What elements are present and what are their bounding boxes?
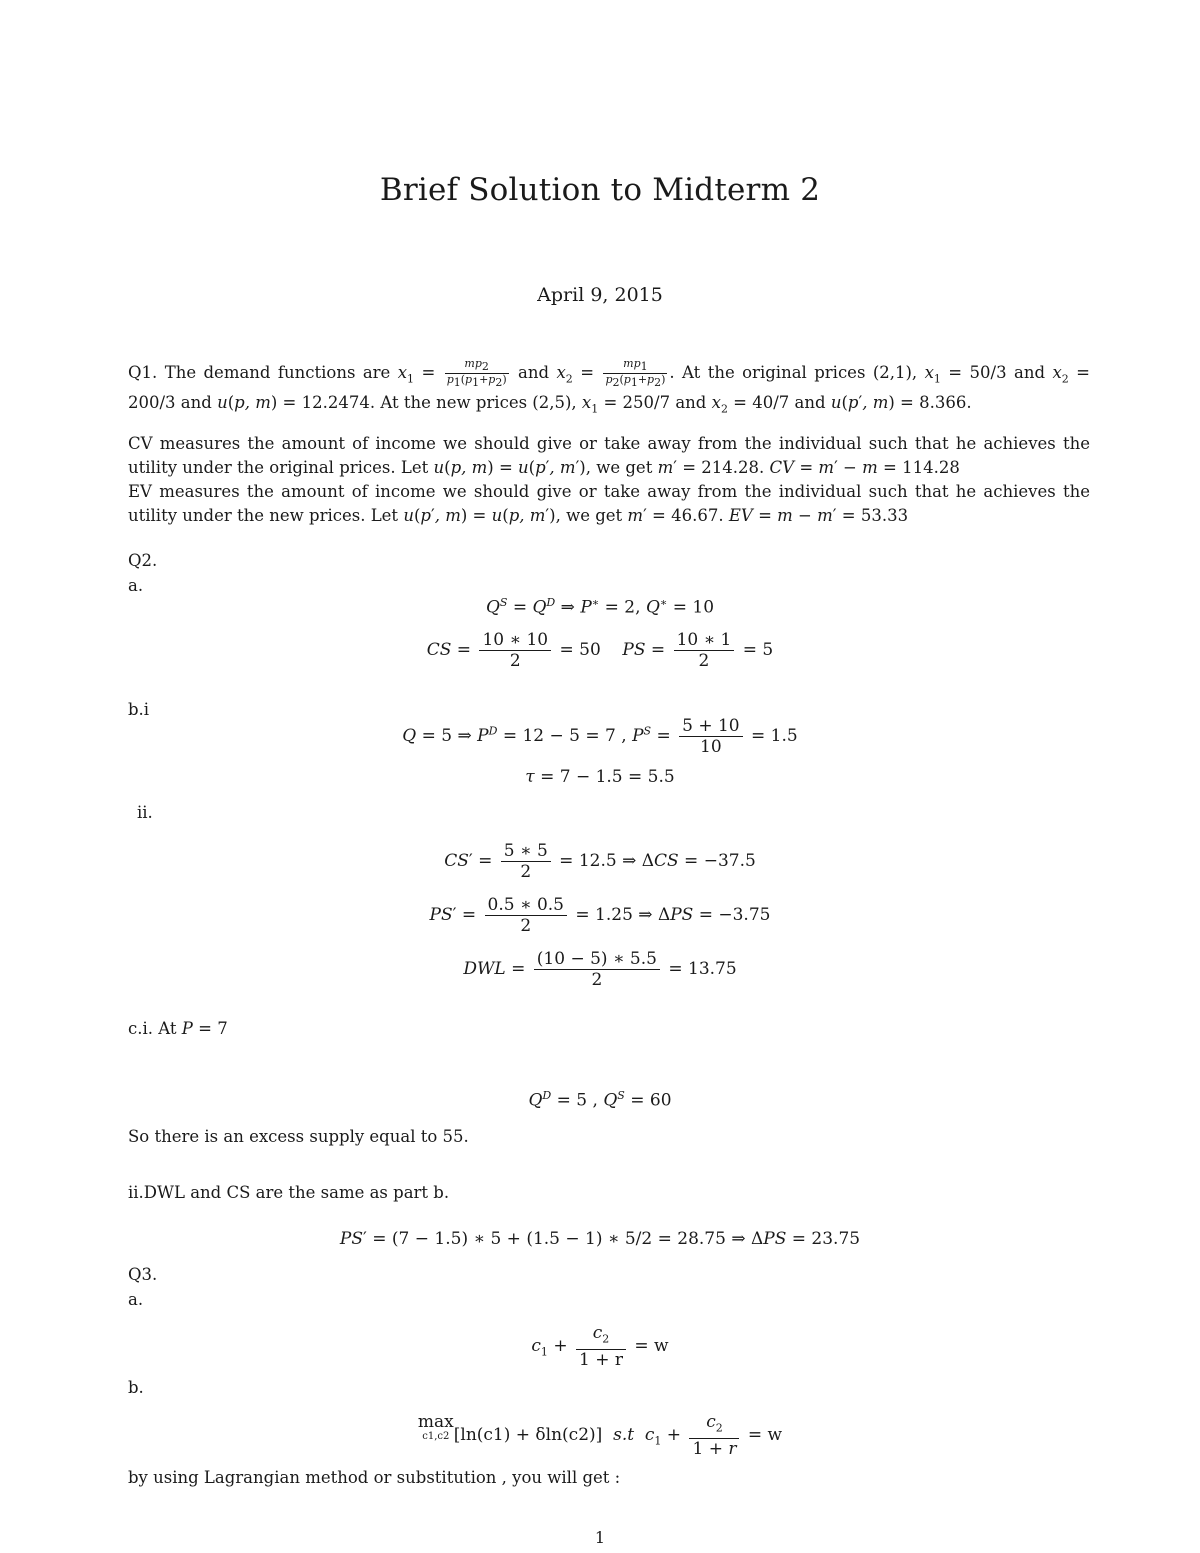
excess-supply-text: So there is an excess supply equal to 55. (128, 1127, 469, 1146)
price-floor-quantities: $Q^D = 5$ , $Q^S = 60$ (528, 1089, 672, 1111)
q2ci-label: c.i. At P = 7 (128, 1019, 228, 1038)
q2a-label: a. (128, 576, 144, 595)
q3b-label: b. (128, 1378, 144, 1397)
demand-x1-fraction: $\frac{mp_2}{p_1(p_1+p_2)}$ (446, 357, 507, 390)
dwl-equation: DWL = $\frac{(10 - 5) ∗ 5.5}{2}$ = 13.75 (463, 949, 737, 990)
cv-ev-paragraph: CV measures the amount of income we should give or take away from the individual such that he achieves the utility under the original prices. Let u(p, m) = u(p′, m′), we get m′ = 214.28. CV = m′ − m = 114.28 EV measures the amount of income we should give or take away from the individual such that he achieves the utility under the new prices. Let u(p′, m) = u(p, m′), we get m′ = 46.67. EV = m − m′ = 53.33 (128, 434, 1090, 525)
q2-label: Q2. (128, 551, 158, 570)
q3-label: Q3. (128, 1265, 158, 1284)
budget-constraint-equation: $c_1$ + $\frac{c_2}{1 + r}$ = w (531, 1323, 669, 1371)
cs-ps-equation: CS = $\frac{10 ∗ 10}{2}$ = 50 PS = $\frac{10 ∗ 1}{2}$ = 5 (426, 630, 774, 671)
document-date: April 9, 2015 (537, 284, 663, 306)
demand-x2-fraction: $\frac{mp_1}{p_2(p_1+p_2)}$ (605, 357, 666, 390)
lagrangian-text: by using Lagrangian method or substitution , you will get : (128, 1468, 621, 1487)
q2cii-text: ii.DWL and CS are the same as part b. (128, 1183, 450, 1202)
utility-maximization-problem: max c1,c2 [ln(c1) + δln(c2)] s.t $c_1$ + $\frac{c_2}{1 + r}$ = w (417, 1412, 783, 1460)
tax-price-equation: Q = 5 ⇒ $P^D = 12 - 5 = 7$ , $P^S$ = $\frac{5 + 10}{10}$ = 1.5 (402, 716, 798, 757)
ps-change-equation: PS′ = $\frac{0.5 ∗ 0.5}{2}$ = 1.25 ⇒ ΔPS = −3.75 (429, 895, 771, 936)
q1-paragraph: Q1. The demand functions are $x_1$ = $\frac{mp_2}{p_1(p_1+p_2)}$ and $x_2$ = $\frac{mp_1}{p_2(p_1+p_2)}$ . At the original prices (2,1), $x_1 = 50/3$ and $x_2 = 200/3$ and u(p, m) = 12.2474. At the new prices (2,5), $x_1 = 250/7$ and $x_2 = 40/7$ and u(p′, m) = 8.366. (128, 357, 1090, 416)
cs-change-equation: CS′ = $\frac{5 ∗ 5}{2}$ = 12.5 ⇒ ΔCS = −37.5 (444, 841, 756, 882)
q3a-label: a. (128, 1290, 144, 1309)
tax-amount-equation: τ = 7 − 1.5 = 5.5 (525, 767, 675, 787)
q2bii-label: ii. (137, 803, 153, 822)
ps-floor-equation: PS′ = (7 − 1.5) ∗ 5 + (1.5 − 1) ∗ 5/2 = 28.75 ⇒ ΔPS = 23.75 (339, 1229, 861, 1249)
q2bi-label: b.i (128, 700, 150, 719)
page-number: 1 (594, 1528, 606, 1547)
document-title: Brief Solution to Midterm 2 (379, 172, 821, 208)
q1-label: Q1. (128, 363, 158, 383)
equilibrium-equation: $Q^S = Q^D$ ⇒ P∗ = 2, Q∗ = 10 (485, 596, 715, 618)
